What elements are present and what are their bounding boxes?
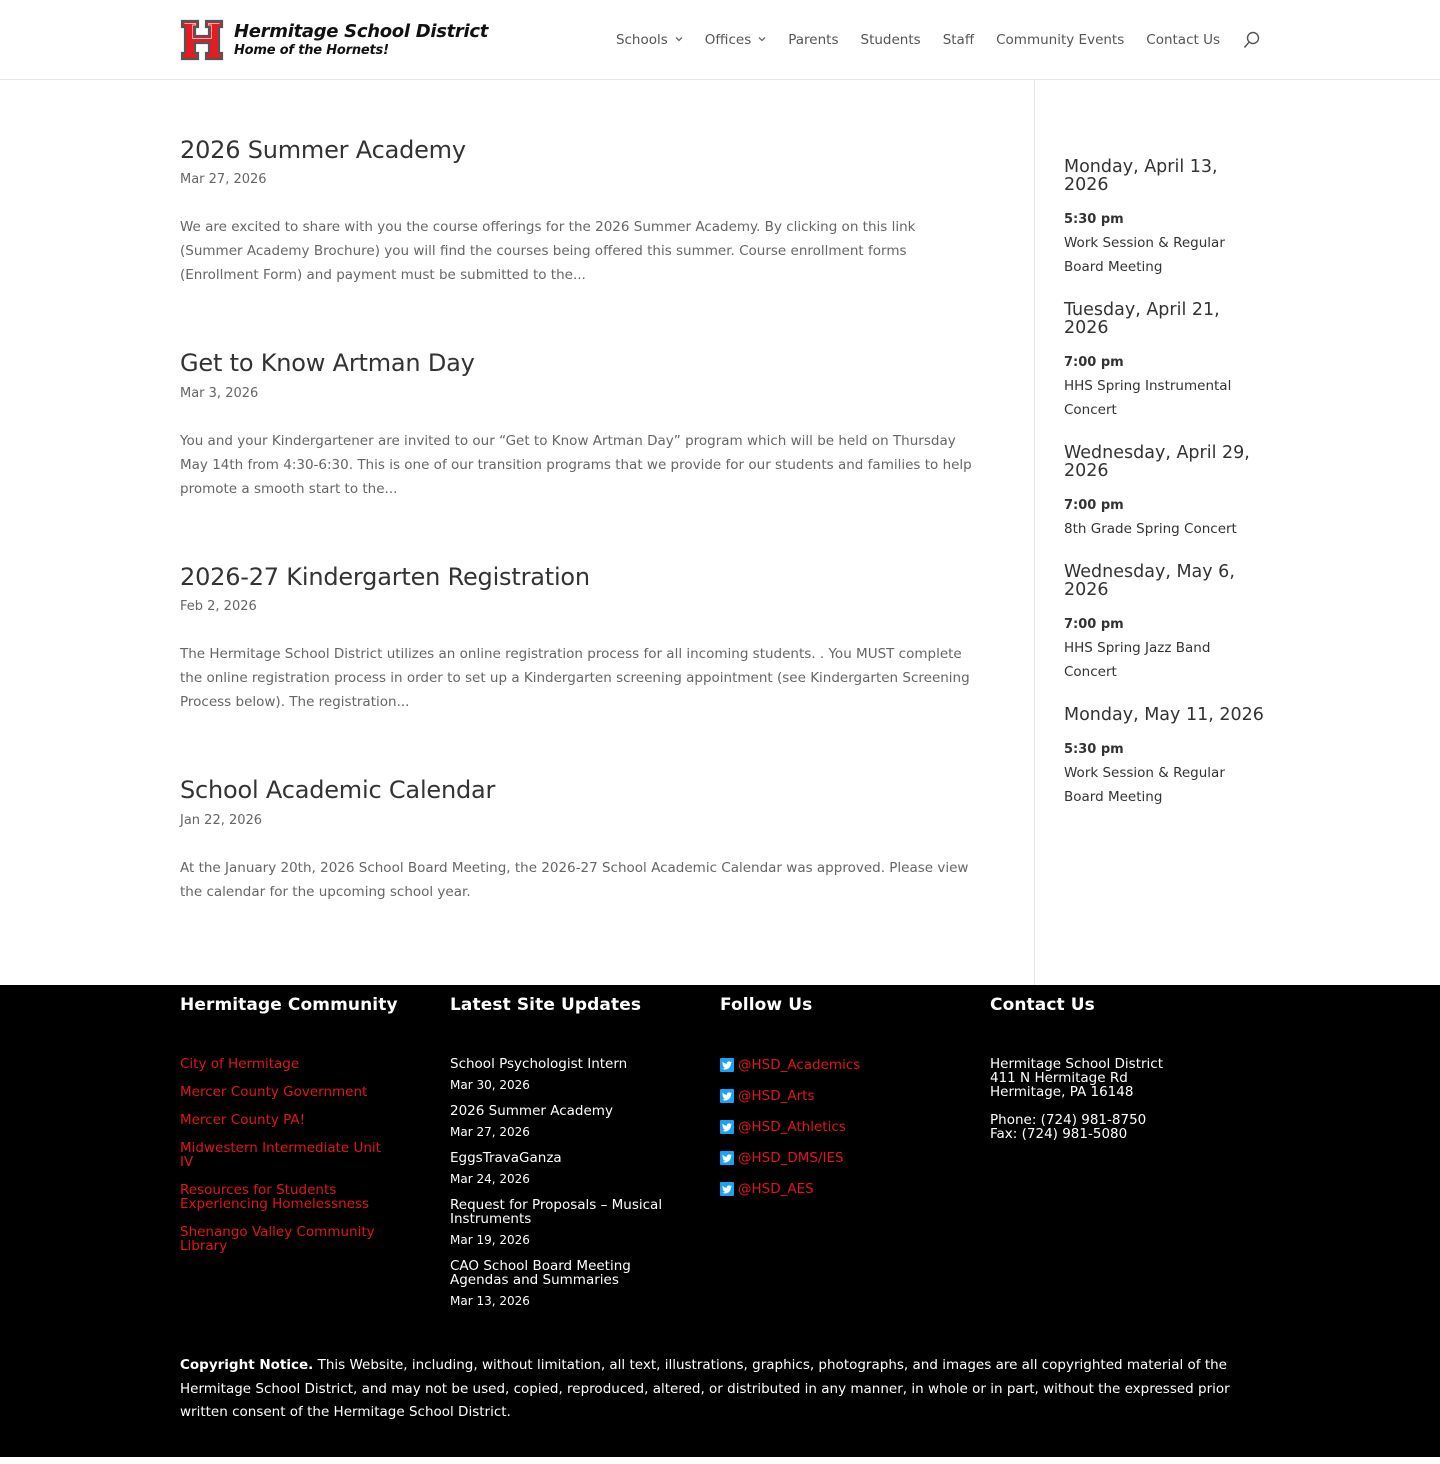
post-list [180,80,975,985]
post-date: Mar 27, 2026 [180,172,267,188]
event-time: 7:00 pm [1064,498,1124,513]
nav-item-students[interactable]: Students [860,32,921,48]
twitter-account [720,1119,990,1135]
post-excerpt: You and your Kindergartener are invited to our “Get to Know Artman Day” program which will be held on Thursday May 14th from 4:30-6:30. This is one of our transition programs that we provide for our students and families to help promote a smooth start to the... [180,432,972,497]
community-link[interactable]: City of Hermitage [180,1056,300,1072]
post-item [180,774,975,903]
event-name[interactable]: HHS Spring Jazz Band Concert [1064,640,1211,680]
footer-heading: Follow Us [720,995,813,1015]
update-date: Mar 27, 2026 [450,1125,530,1139]
post-date: Jan 22, 2026 [180,812,263,828]
update-link[interactable]: 2026 Summer Academy [450,1103,613,1119]
post-date: Feb 2, 2026 [180,599,257,615]
contact-phone: Phone: (724) 981-8750 [990,1112,1147,1128]
logo-subtitle: Home of the Hornets! [234,42,389,58]
twitter-link[interactable]: @HSD_Academics [738,1057,861,1073]
update-link[interactable]: Request for Proposals – Musical Instruments [450,1197,663,1227]
event-group [1064,563,1264,684]
chevron-down-icon [675,34,683,45]
contact-street: 411 N Hermitage Rd [990,1070,1128,1086]
community-link[interactable]: Shenango Valley Community Library [180,1224,375,1254]
footer-updates-column [450,995,720,1320]
twitter-link[interactable]: @HSD_Athletics [738,1119,846,1135]
footer-heading: Hermitage Community [180,995,398,1015]
event-group [1064,706,1264,809]
twitter-icon [720,1089,734,1103]
footer-heading: Latest Site Updates [450,995,642,1015]
footer-follow-column [720,995,990,1320]
event-day: Monday, April 13, 2026 [1064,157,1218,195]
event-name[interactable]: Work Session & Regular Board Meeting [1064,765,1225,805]
nav-label: Schools [615,32,668,48]
twitter-icon [720,1151,734,1165]
nav-item-parents[interactable]: Parents [788,32,839,48]
main-nav [616,0,1260,80]
site-logo[interactable] [180,18,488,62]
twitter-icon [720,1058,734,1072]
nav-item-contact-us[interactable]: Contact Us [1146,32,1220,48]
community-link[interactable]: Mercer County PA! [180,1112,306,1128]
post-title-link[interactable]: School Academic Calendar [180,776,496,805]
post-excerpt: We are excited to share with you the course offerings for the 2026 Summer Academy. By clicking on this link (Summer Academy Brochure) you will find the courses being offered this summer. Course enrollment forms (Enrollment Form) and payment must be submitted to the... [180,219,916,284]
event-day: Monday, May 11, 2026 [1064,705,1264,725]
community-link[interactable]: Mercer County Government [180,1084,368,1100]
event-day: Wednesday, May 6, 2026 [1064,562,1235,600]
contact-city: Hermitage, PA 16148 [990,1084,1134,1100]
event-group [1064,158,1264,279]
update-date: Mar 13, 2026 [450,1294,530,1308]
event-group [1064,444,1264,541]
twitter-account [720,1088,990,1104]
event-day: Tuesday, April 21, 2026 [1064,300,1220,338]
site-footer [0,985,1440,1457]
event-time: 5:30 pm [1064,742,1124,757]
footer-contact-column [990,995,1260,1320]
event-time: 7:00 pm [1064,617,1124,632]
nav-label: Offices [704,32,752,48]
twitter-icon [720,1120,734,1134]
search-icon [1243,31,1260,49]
update-link[interactable]: CAO School Board Meeting Agendas and Summaries [450,1258,631,1288]
event-time: 5:30 pm [1064,212,1124,227]
chevron-down-icon [758,34,766,45]
nav-item-community-events[interactable]: Community Events [996,32,1125,48]
update-item [450,1057,720,1092]
twitter-account [720,1181,990,1197]
copyright-notice [180,1354,1260,1425]
footer-community-column [180,995,450,1320]
update-item [450,1104,720,1139]
twitter-link[interactable]: @HSD_DMS/IES [738,1150,844,1166]
post-excerpt: At the January 20th, 2026 School Board Meeting, the 2026-27 School Academic Calendar was approved. Please view the calendar for the upcoming school year. [180,859,969,900]
nav-item-schools[interactable] [616,32,683,48]
twitter-icon [720,1182,734,1196]
event-group [1064,301,1264,422]
contact-fax: Fax: (724) 981-5080 [990,1126,1128,1142]
update-date: Mar 24, 2026 [450,1172,530,1186]
twitter-account [720,1150,990,1166]
copyright-lead: Copyright Notice. [180,1357,314,1373]
post-date: Mar 3, 2026 [180,385,259,401]
update-item [450,1198,720,1247]
hornets-h-logo-icon [180,18,224,62]
site-header [0,0,1440,80]
contact-name: Hermitage School District [990,1056,1164,1072]
search-button[interactable] [1242,31,1260,49]
event-time: 7:00 pm [1064,355,1124,370]
post-item [180,134,975,287]
nav-item-offices[interactable] [705,32,766,48]
community-link[interactable]: Resources for Students Experiencing Homelessness [180,1182,370,1212]
copyright-text: This Website, including, without limitation, all text, illustrations, graphics, photographs, and images are all copyrighted material of the Hermitage School District, and may not be used, copied, reproduced, altered, or distributed in any manner, in whole or in part, without the expressed prior written consent of the Hermitage School District. [180,1357,1230,1420]
event-name[interactable]: 8th Grade Spring Concert [1064,521,1237,537]
post-title-link[interactable]: Get to Know Artman Day [180,349,475,378]
post-title-link[interactable]: 2026 Summer Academy [180,136,466,164]
update-item [450,1259,720,1308]
event-name[interactable]: HHS Spring Instrumental Concert [1064,378,1232,418]
event-name[interactable]: Work Session & Regular Board Meeting [1064,235,1225,275]
twitter-link[interactable]: @HSD_Arts [738,1088,815,1104]
post-item [180,561,975,714]
logo-title: Hermitage School District [234,20,489,42]
update-date: Mar 30, 2026 [450,1078,530,1092]
update-link[interactable]: EggsTravaGanza [450,1150,562,1166]
upcoming-events-sidebar [1064,80,1264,831]
post-item [180,347,975,500]
event-day: Wednesday, April 29, 2026 [1064,443,1250,481]
main-area [180,80,1264,985]
footer-heading: Contact Us [990,995,1095,1015]
post-title-link[interactable]: 2026-27 Kindergarten Registration [180,562,590,591]
update-link[interactable]: School Psychologist Intern [450,1056,628,1072]
community-link[interactable]: Midwestern Intermediate Unit IV [180,1140,381,1170]
update-item [450,1151,720,1186]
twitter-account [720,1057,990,1073]
twitter-link[interactable]: @HSD_AES [738,1181,814,1197]
update-date: Mar 19, 2026 [450,1233,530,1247]
nav-item-staff[interactable]: Staff [942,32,975,48]
post-excerpt: The Hermitage School District utilizes an online registration process for all incoming students. . You MUST complete the online registration process in order to set up a Kindergarten screening appointment (see Kindergarten Screening Process below). The registration... [180,646,970,711]
